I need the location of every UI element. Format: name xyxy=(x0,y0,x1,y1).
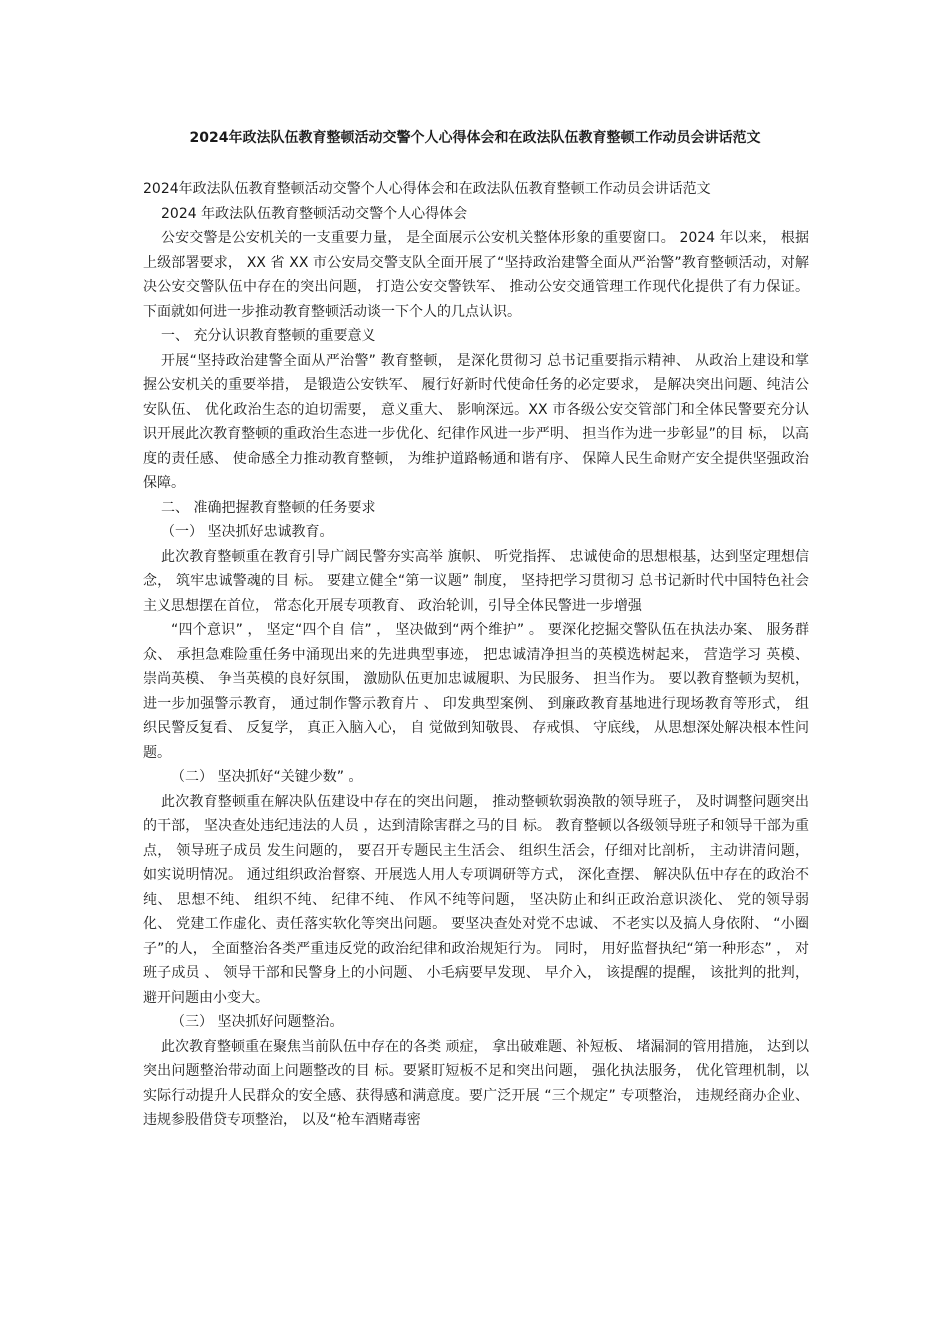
article-subtitle: 2024 年政法队伍教育整顿活动交警个人心得体会 xyxy=(161,205,468,222)
body-paragraph: 此次教育整顿重在教育引导广阔民警夯实高举 旗帜、 听党指挥、 忠诚使命的思想根基，达到坚定理想信念， 筑牢忠诚警魂的目 标。 要建立健全“第一议题” 制度， 坚持把学习贯彻习 总书记新时代中国特色社会主义思想摆在首位， 常态化开展专项教育、 政治轮训，引导全体民警进一步增强 xyxy=(143,548,809,614)
subsection-heading-2: （二） 坚决抓好“关键少数” 。 xyxy=(171,769,363,785)
subsection-heading-3: （三） 坚决抓好问题整治。 xyxy=(171,1014,344,1030)
section-heading-2: 二、 准确把握教育整顿的任务要求 xyxy=(161,499,376,516)
body-paragraph: “四个意识” ， 坚定“四个自 信” ， 坚决做到“两个维护” 。 要深化挖掘交警队伍在执法办案、 服务群众、 承担急难险重任务中涌现出来的先进典型事迹， 把忠诚清净担当的英模选树起来， 营造学习 英模、 崇尚英模、 争当英模的良好氛围， 激励队伍更加忠诚履职、为民服务、 担当作为。 要以教育整顿为契机， 进一步加强警示教育， 通过制作警示教育片 、 印发典型案例、 到廉政教育基地进行现场教育等形式， 组织民警反复看、 反复学， 真正入脑入心， 自 觉做到知敬畏、 存戒惧、 守底线， 从思想深处解决根本性问题。 xyxy=(143,622,809,761)
repeated-title: 2024年政法队伍教育整顿活动交警个人心得体会和在政法队伍教育整顿工作动员会讲话范文 xyxy=(143,181,711,197)
body-paragraph: 此次教育整顿重在解决队伍建设中存在的突出问题， 推动整顿软弱涣散的领导班子， 及时调整问题突出的干部， 坚决查处违纪违法的人员 ，达到清除害群之马的目 标。 教育整顿以各级领导班子和领导干部为重点， 领导班子成员 发生问题的， 要召开专题民主生活会、 组织生活会，仔细对比剖析， 主动讲清问题， 如实说明情况。 通过组织政治督察、开展选人用人专项调研等方式， 深化查摆、 解决队伍中存在的政治不纯、 思想不纯、 组织不纯、 纪律不纯、 作风不纯等问题， 坚决防止和纠正政治意识淡化、 党的领导弱化、 党建工作虚化、责任落实软化等突出问题。 要坚决查处对党不忠诚、 不老实以及搞人身依附、 “小圈子”的人， 全面整治各类严重违反党的政治纪律和政治规矩行为。 同时， 用好监督执纪“第一种形态” ， 对班子成员 、 领导干部和民警身上的小问题、 小毛病要早发现、 早介入， 该提醒的提醒， 该批判的批判， 避开问题由小变大。 xyxy=(143,793,809,1006)
intro-paragraph: 公安交警是公安机关的一支重要力量， 是全面展示公安机关整体形象的重要窗口。 2024 年以来， 根据上级部署要求， XX 省 XX 市公安局交警支队全面开展了“坚持政治建警全面从严治警”教育整顿活动，对解决公安交警队伍中存在的突出问题， 打造公安交警铁军、 推动公安交通管理工作现代化提供了有力保证。 下面就如何进一步推动教育整顿活动谈一下个人的几点认识。 xyxy=(143,230,809,320)
subsection-heading-1: （一） 坚决抓好忠诚教育。 xyxy=(161,524,334,540)
body-paragraph: 此次教育整顿重在聚焦当前队伍中存在的各类 顽症， 拿出破难题、补短板、 堵漏洞的管用措施， 达到以突出问题整治带动面上问题整改的目 标。要紧盯短板不足和突出问题， 强化执法服务， 优化管理机制，以实际行动提升人民群众的安全感、获得感和满意度。要广泛开展 “三个规定” 专项整治， 违规经商办企业、 违规参股借贷专项整治， 以及“枪车酒赌毒密 xyxy=(143,1038,809,1128)
document-body xyxy=(143,177,809,1133)
document-title: 2024年政法队伍教育整顿活动交警个人心得体会和在政法队伍教育整顿工作动员会讲话范文 xyxy=(189,130,761,146)
section-heading-1: 一、 充分认识教育整顿的重要意义 xyxy=(161,328,376,344)
body-paragraph: 开展“坚持政治建警全面从严治警” 教育整顿， 是深化贯彻习 总书记重要指示精神、 从政治上建设和掌握公安机关的重要举措， 是锻造公安铁军、 履行好新时代使命任务的必定要求， 是解决突出问题、纯洁公安队伍、 优化政治生态的迫切需要， 意义重大、 影响深远。XX 市各级公安交管部门和全体民警要充分认识开展此次教育整顿的重政治生态进一步优化、纪律作风进一步严明、 担当作为进一步彰显”的目 标， 以高度的责任感、 使命感全力推动教育整顿， 为维护道路畅通和谐有序、 保障人民生命财产安全提供坚强政治保障。 xyxy=(143,352,809,491)
